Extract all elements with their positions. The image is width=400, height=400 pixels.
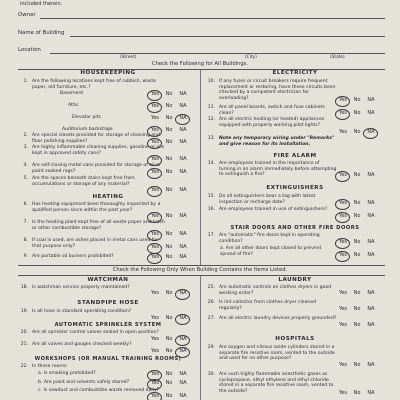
answer-circle <box>335 171 350 182</box>
answer-circle <box>335 199 350 210</box>
answer-circle <box>147 253 162 264</box>
item-29-answers[interactable]: Yes No NA <box>338 362 375 368</box>
section-electricity: ELECTRICITY <box>272 70 318 76</box>
section-housekeeping: HOUSEKEEPING <box>80 70 136 76</box>
section-hospitals: HOSPITALS <box>275 336 315 342</box>
item-11-answers[interactable]: Yes No NA <box>338 110 375 116</box>
item-1-attic-answers[interactable]: Yes No NA <box>150 103 187 109</box>
item-27-answers[interactable]: Yes No NA <box>338 322 375 328</box>
item-1-auditorium-answers[interactable]: Yes No NA <box>150 127 187 133</box>
item-18-answers[interactable]: Yes No NA <box>150 290 187 296</box>
location-label: Location <box>18 47 41 53</box>
inspection-form: included therein. Owner Name of Building Location (Street) (City) (State) Check the Following for All Buildings. HOUSEKEEPING 1. Are the following locations kept free of rubbish, waste paper, old furniture, etc.? Basement Yes No NA Attic Yes No NA Elevator pits Yes No NA Auditorium backstage Yes No NA 2. Are special closets provided for storage of cleaning and floor polishing supplies? Yes No NA 3. Are highly inflammable cleaning supplies, gasoline or oils kept in approved safety cans? Yes No NA 4. Are self-closing metal cans provided for storage of oil or paint soaked rags? Yes No NA 5. Are the spaces beneath stairs kept free from accumulations or storage of any material? Yes No NA HEATING 6. Has heating equipment been thoroughly inspected by a qualified person since within the past year? Yes No NA 7. Is the heating plant kept free of all waste paper and trash or other combustible storage? Yes No NA 8. If coal is used, are ashes placed in metal cans used for that purpose only? Yes No NA 9. Are portable oil burners prohibited? Yes No NA ELECTRICITY 10. If any fuses or circuit breakers require frequent replacement or restoring, have these circuits been checked by a competent electrician for overloading? Yes No NA 11. Are all panel boards, switch and fuse cabinets clean? Yes No NA 12. Are all electric heating (or heated) appliances equipped with properly working pilot lights? Yes No NA 13. Note any temporary wiring under "Remarks" and give reason for its installation. FIRE ALARM 14. Are employees trained in the importance of turning in an alarm immediately before attempting to extinguish a fire? Yes No NA EXTINGUISHERS 15. Do all extinguishers bear a tag with latest inspection or recharge date? Yes No NA 16. Are employees trained in use of extinguishers? Yes No NA STAIR DOORS AND OTHER FIRE DOORS 17. Are "automatic" fire doors kept in operating condition? Yes No NA a. Are all other doors kept closed to prevent spread of fire? Yes No NA Check the Following Only When Building Contains the Items Listed. WATCHMAN 18. Is watchman service properly maintained? Yes No NA STANDPIPE HOSE 19. Is all hose in standard operating condition? Yes No NA AUTOMATIC SPRINKLER SYSTEM 20. Are all sprinkler control valves sealed in open position? Yes No NA 21. Are all valves and gauges checked weekly? Yes No NA WORKSHOPS (OR MANUAL TRAINING ROOMS) 22. In these rooms: a. Is smoking prohibited? Yes No NA b. Are paint and solvents safely stored? Yes No NA c. Is sawdust and combustible waste removed daily? Yes No NA LAUNDRY 25. Are automatic controls on clothes dryers in good working order? Yes No NA 26. Is lint collector from clothes dryer cleaned regularly? Yes No NA 27. Are all electric laundry devices properly grounded? Yes No NA HOSPITALS 29. Are oxygen and nitrous oxide cylinders stored in a separate fire resistive room, vented to the outside and used for no other purpose? Yes No NA 30. Are such highly flammable anesthetic gases as cyclopropane, ethyl ethylene and ethyl chloride stored in a separate fire resistive room, vented to the outside? Yes No NA <box>0 0 400 400</box>
answer-circle <box>147 90 162 101</box>
item-4-answers[interactable]: Yes No NA <box>150 169 187 175</box>
item-8-answers[interactable]: Yes No NA <box>150 244 187 250</box>
divider <box>18 275 385 276</box>
item-1-basement-label: Basement <box>60 91 84 96</box>
section-sprinkler: AUTOMATIC SPRINKLER SYSTEM <box>54 322 162 328</box>
section-fire-alarm: FIRE ALARM <box>273 153 317 159</box>
item-22a-answers[interactable]: Yes No NA <box>150 371 187 377</box>
location-field[interactable] <box>50 53 385 54</box>
item-26-answers[interactable]: Yes No NA <box>338 306 375 312</box>
answer-circle <box>335 109 350 120</box>
answer-circle <box>175 289 190 300</box>
answer-circle <box>335 238 350 249</box>
section-extinguishers: EXTINGUISHERS <box>266 185 324 191</box>
check-some-heading: Check the Following Only When Building Contains the Items Listed. <box>112 267 288 273</box>
divider <box>18 265 385 266</box>
top-text: included therein. <box>20 1 63 7</box>
section-heating: HEATING <box>92 194 124 200</box>
item-17a-answers[interactable]: Yes No NA <box>338 252 375 258</box>
item-9-answers[interactable]: Yes No NA <box>150 254 187 260</box>
answer-circle <box>175 114 190 125</box>
location-state: (State) <box>330 55 345 60</box>
answer-circle <box>363 128 378 139</box>
item-19-answers[interactable]: Yes No NA <box>150 315 187 321</box>
section-workshops: WORKSHOPS (OR MANUAL TRAINING ROOMS) <box>34 356 182 362</box>
building-name-label: Name of Building <box>18 30 65 36</box>
owner-label: Owner <box>18 12 36 18</box>
item-25-answers[interactable]: Yes No NA <box>338 290 375 296</box>
item-1-elevator-answers[interactable]: Yes No NA <box>150 115 187 121</box>
section-stair-doors: STAIR DOORS AND OTHER FIRE DOORS <box>230 225 360 231</box>
location-city: (City) <box>245 55 257 60</box>
item-22c-answers[interactable]: Yes No NA <box>150 393 187 399</box>
answer-circle <box>175 335 190 346</box>
item-3-answers[interactable]: Yes No NA <box>150 156 187 162</box>
section-watchman: WATCHMAN <box>87 277 129 283</box>
column-divider <box>200 276 201 400</box>
item-7-answers[interactable]: Yes No NA <box>150 231 187 237</box>
owner-field[interactable] <box>40 18 385 19</box>
item-14-answers[interactable]: Yes No NA <box>338 172 375 178</box>
item-6-answers[interactable]: Yes No NA <box>150 213 187 219</box>
item-15-answers[interactable]: Yes No NA <box>338 200 375 206</box>
section-laundry: LAUNDRY <box>278 277 312 283</box>
item-1-auditorium-label: Auditorium backstage <box>62 127 113 132</box>
item-12-answers[interactable]: Yes No NA <box>338 129 375 135</box>
item-22b-answers[interactable]: Yes No NA <box>150 380 187 386</box>
section-standpipe: STANDPIPE HOSE <box>77 300 139 306</box>
item-20-answers[interactable]: Yes No NA <box>150 336 187 342</box>
item-1-elevator-label: Elevator pits <box>72 115 101 120</box>
item-2-answers[interactable]: Yes No NA <box>150 139 187 145</box>
answer-circle <box>335 212 350 223</box>
column-divider <box>200 70 201 265</box>
answer-circle <box>147 392 162 400</box>
item-1-basement-answers[interactable]: Yes No NA <box>150 91 187 97</box>
item-10-answers[interactable]: Yes No NA <box>338 97 375 103</box>
item-16-answers[interactable]: Yes No NA <box>338 213 375 219</box>
item-5-answers[interactable]: Yes No NA <box>150 187 187 193</box>
answer-circle <box>335 96 350 107</box>
answer-circle <box>335 251 350 262</box>
item-1-attic-label: Attic <box>68 103 79 108</box>
item-30-answers[interactable]: Yes No NA <box>338 390 375 396</box>
building-name-field[interactable] <box>70 36 385 37</box>
answer-circle <box>147 102 162 113</box>
location-street: (Street) <box>120 55 137 60</box>
item-17-answers[interactable]: Yes No NA <box>338 239 375 245</box>
check-all-heading: Check the Following for All Buildings. <box>152 61 248 67</box>
item-21-answers[interactable]: Yes No NA <box>150 348 187 354</box>
